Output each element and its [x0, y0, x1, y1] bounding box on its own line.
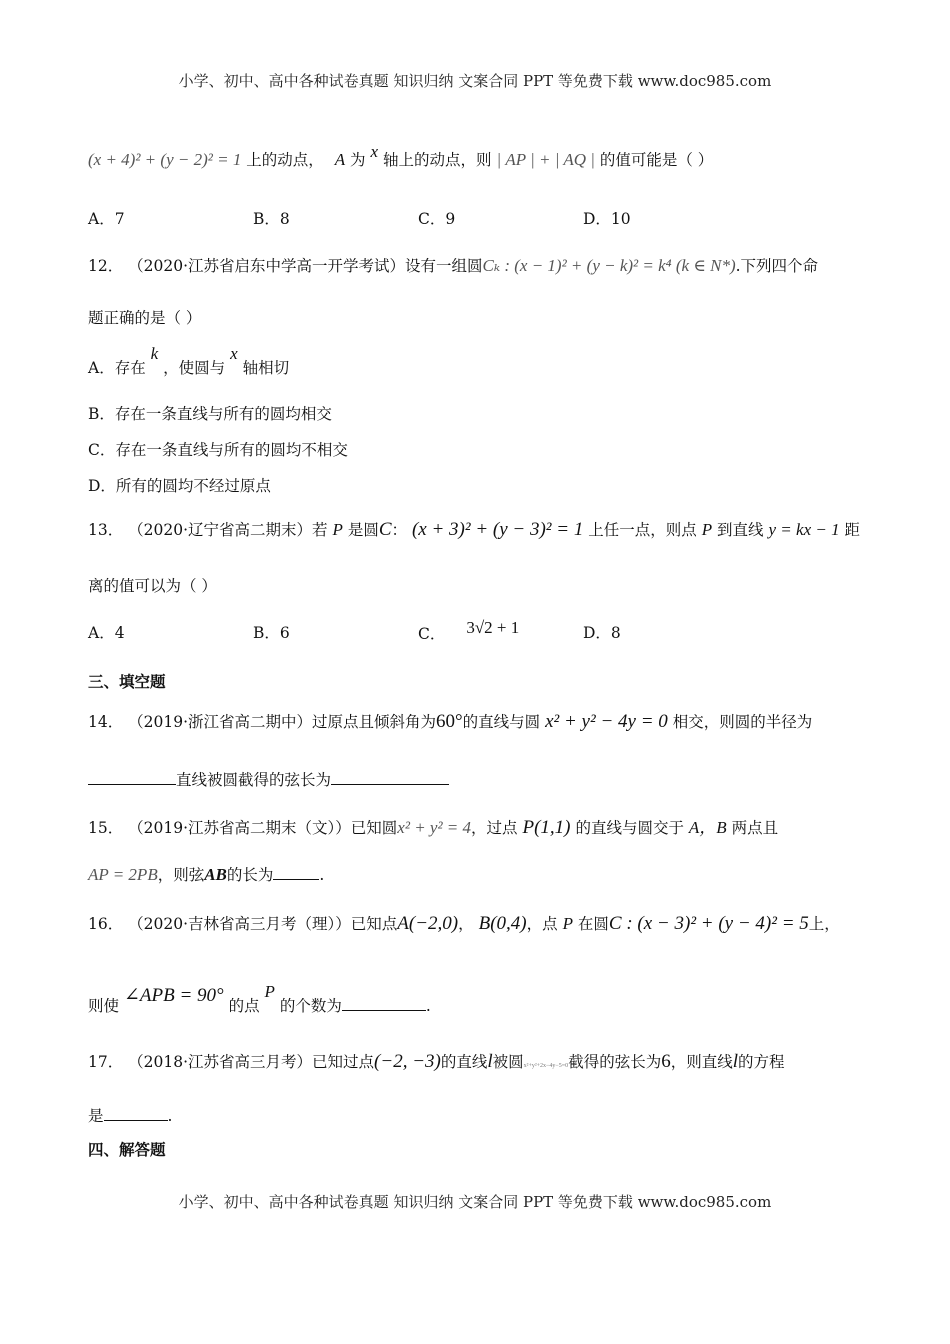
- q16-equation: C : (x − 3)² + (y − 4)² = 5: [608, 913, 809, 934]
- q11-line: (x + 4)² + (y − 2)² = 1 上的动点， A 为 x 轴上的动点，则 | AP | + | AQ | 的值可能是（ ）: [88, 142, 714, 169]
- q13-line: y = kx − 1: [768, 520, 840, 539]
- answer-blank[interactable]: [88, 770, 176, 785]
- q11-option-a: A．7: [88, 210, 125, 228]
- q11-option-c: C．9: [418, 210, 456, 228]
- q12-stem-line2: 题正确的是（ ）: [88, 309, 202, 327]
- answer-blank[interactable]: [273, 865, 319, 880]
- q12-option-d: D．所有的圆均不经过原点: [88, 477, 271, 495]
- q11-equation: (x + 4)² + (y − 2)² = 1: [88, 150, 242, 169]
- page-footer: 小学、初中、高中各种试卷真题 知识归纳 文案合同 PPT 等免费下载 www.doc985.com: [178, 1193, 772, 1211]
- section-fill-in: 三、填空题: [88, 672, 166, 691]
- q13-option-d: D．8: [583, 624, 621, 642]
- q11-option-d: D．10: [583, 210, 631, 228]
- q15-stem-line2: AP = 2PB，则弦AB的长为 .: [88, 865, 325, 884]
- answer-blank[interactable]: [331, 770, 449, 785]
- q12-equation: Cₖ : (x − 1)² + (y − k)² = k⁴ (k ∈ N*): [482, 256, 736, 275]
- q14-stem-line2: 直线被圆截得的弦长为: [88, 768, 449, 790]
- q13-stem: 13． （2020·辽宁省高二期末）若 P 是圆C： (x + 3)² + (y − 3)² = 1 上任一点，则点 P 到直线 y = kx − 1 距: [88, 519, 861, 540]
- q17-point: (−2, −3): [374, 1051, 441, 1072]
- q12-option-a: A．存在 k ，使圆与 x 轴相切: [88, 344, 290, 377]
- section-answer: 四、解答题: [88, 1140, 166, 1159]
- q17-stem-line2: 是 .: [88, 1107, 173, 1125]
- q16-stem-line2: 则使 ∠APB = 90° 的点 P 的个数为 .: [88, 982, 431, 1015]
- q11-option-b: B．8: [253, 210, 290, 228]
- q17-stem: 17． （2018·江苏省高三月考）已知过点(−2, −3)的直线l被圆x²+y²+2x−4y−5=0截得的弦长为6，则直线l的方程: [88, 1051, 785, 1072]
- q16-point-a: A(−2,0): [397, 913, 459, 934]
- q13-option-c: C． 3√2 + 1: [418, 618, 520, 643]
- q15-stem: 15． （2019·江苏省高二期末（文））已知圆x² + y² = 4，过点 P(1,1) 的直线与圆交于 A，B 两点且: [88, 817, 779, 838]
- q13-option-b: B．6: [253, 624, 290, 642]
- q16-point-b: B(0,4): [478, 913, 527, 934]
- q12-stem: 12． （2020·江苏省启东中学高一开学考试）设有一组圆Cₖ : (x − 1)² + (y − k)² = k⁴ (k ∈ N*).下列四个命: [88, 256, 819, 275]
- q16-angle: ∠APB = 90°: [123, 985, 224, 1006]
- q17-equation: x²+y²+2x−4y−5=0: [523, 1063, 569, 1069]
- q15-point: P(1,1): [522, 817, 571, 838]
- q16-stem: 16． （2020·吉林省高三月考（理））已知点A(−2,0)， B(0,4)，点 P 在圆C : (x − 3)² + (y − 4)² = 5上，: [88, 913, 840, 934]
- answer-blank[interactable]: [104, 1106, 168, 1121]
- q11-expression: | AP | + | AQ |: [496, 150, 595, 169]
- q12-option-c: C．存在一条直线与所有的圆均不相交: [88, 441, 348, 459]
- q14-stem: 14． （2019·浙江省高二期中）过原点且倾斜角为60°的直线与圆 x² + y² − 4y = 0 相交，则圆的半径为: [88, 711, 813, 732]
- q15-equation: x² + y² = 4: [397, 818, 472, 837]
- q12-option-b: B．存在一条直线与所有的圆均相交: [88, 405, 332, 423]
- answer-blank[interactable]: [342, 996, 426, 1011]
- q13-equation: (x + 3)² + (y − 3)² = 1: [411, 519, 584, 540]
- q13-option-a: A．4: [88, 624, 125, 642]
- page-header: 小学、初中、高中各种试卷真题 知识归纳 文案合同 PPT 等免费下载 www.doc985.com: [178, 72, 772, 90]
- q13-stem-line2: 离的值可以为（ ）: [88, 577, 217, 595]
- q14-equation: x² + y² − 4y = 0: [545, 711, 668, 732]
